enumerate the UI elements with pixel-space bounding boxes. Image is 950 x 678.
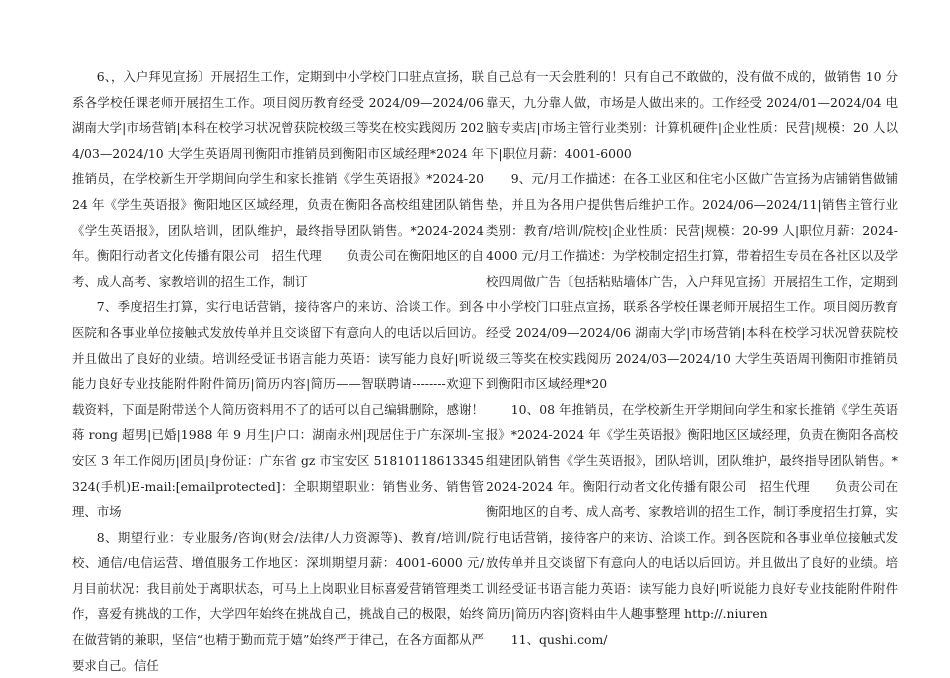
left-column [72, 64, 484, 678]
paragraph-8: 8、期望行业：专业服务/咨询(财会/法律/人力资源等)、教育/培训/院校、通信/电信运营、增值服务工作地区：深圳期望月薪：4001-6000 元/月目前状况：我目前处于离职状态，可马上上岗职业目标喜爱营销管理类工作，喜爱有挑战的工作，大学四年始终在挑战自己，挑战自己的极限，始终在做营销的兼职，坚信“也精于勤而荒于嬉”始终严于律己，在各方面都从严要求自己。信任 [72, 529, 484, 673]
paragraph-11: 11、qushi.com/ [510, 632, 608, 648]
paragraph-10: 10、08 年推销员，在学校新生开学期间向学生和家长推销《学生英语报》*2024-2024 年《学生英语报》衡阳地区区域经理，负责在衡阳各高校组建团队销售《学生英语报》，团队培训，团队维护，最终指导团队销售。*2024-2024 年。衡阳行动者文化传播有限公司 招生代理 负责公司在衡阳地区的自考、成人高考、家教培训的招生工作，制订季度招生打算，实行电话营销，接待客户的来访、洽谈工作。到各医院和各事业单位接触式发放传单并且交谈留下有意向人的电话以后回访。并且做出了良好的业绩。培训经受证书语言能力英语：读写能力良好|听说能力良好专业技能附件附件简历|简历内容|资料由牛人趣事整理 http://.niuren [486, 401, 898, 622]
paragraph-9: 9、元/月工作描述：在各工业区和住宅小区做广告宣扬为店铺销售做铺垫，并且为各用户提供售后维护工作。2024/06—2024/11|销售主管行业类别：教育/培训/院校|企业性质：民营|规模：20-99 人|职位月薪：2024-4000 元/月工作描述：为学校制定招生打算，带着招生专员在各社区以及学校四周做广告〔包括粘贴墙体广告，入户拜见宣扬〕开展招生工作，定期到中小学校门口驻点宣扬，联系各学校任课老师开展招生工作。项目阅历教育经受 2024/09—2024/06 湖南大学|市场营销|本科在校学习状况曾获院校级三等奖在校实践阅历 2024/03—2024/10 大学生英语周刊衡阳市推销员到衡阳市区域经理*20 [486, 171, 898, 392]
paragraph-7: 7、季度招生打算，实行电话营销，接待客户的来访、洽谈工作。到各医院和各事业单位接触式发放传单并且交谈留下有意向人的电话以后回访。并且做出了良好的业绩。培训经受证书语言能力英语：读写能力良好|听说能力良好专业技能附件附件简历|简历内容|简历——智联聘请--------欢迎下载资料，下面是附带送个人简历资料用不了的话可以自己编辑删除，感谢！蒋 rong 超男|已婚|1988 年 9 月生|户口：湖南永州|现居住于广东深圳-宝安区 3 年工作阅历|团员|身份证：广东省 gz 市宝安区 51810118613345324(手机)E-mail:[emailprotected]：全职期望职业：销售业务、销售管理、市场 [72, 299, 484, 520]
paragraph-8-continued: 自己总有一天会胜利的！只有自己不敢做的，没有做不成的，做销售 10 分靠天，九分靠人做，市场是人做出来的。工作经受 2024/01—2024/04 电脑专卖店|市场主管行业类别：计算机硬件|企业性质：民营|规模：20 人以下|职位月薪：4001-6000 [486, 69, 898, 161]
paragraph-6: 6、，入户拜见宣扬〕开展招生工作，定期到中小学校门口驻点宣扬，联系各学校任课老师开展招生工作。项目阅历教育经受 2024/09—2024/06 湖南大学|市场营销|本科在校学习状况曾获院校级三等奖在校实践阅历 2024/03—2024/10 大学生英语周刊衡阳市推销员到衡阳市区域经理*2024 年推销员，在学校新生开学期间向学生和家长推销《学生英语报》*2024-2024 年《学生英语报》衡阳地区区域经理，负责在衡阳各高校组建团队销售《学生英语报》，团队培训，团队维护，最终指导团队销售。*2024-2024 年。衡阳行动者文化传播有限公司 招生代理 负责公司在衡阳地区的自考、成人高考、家教培训的招生工作，制订 [72, 69, 484, 289]
right-column [486, 64, 898, 653]
